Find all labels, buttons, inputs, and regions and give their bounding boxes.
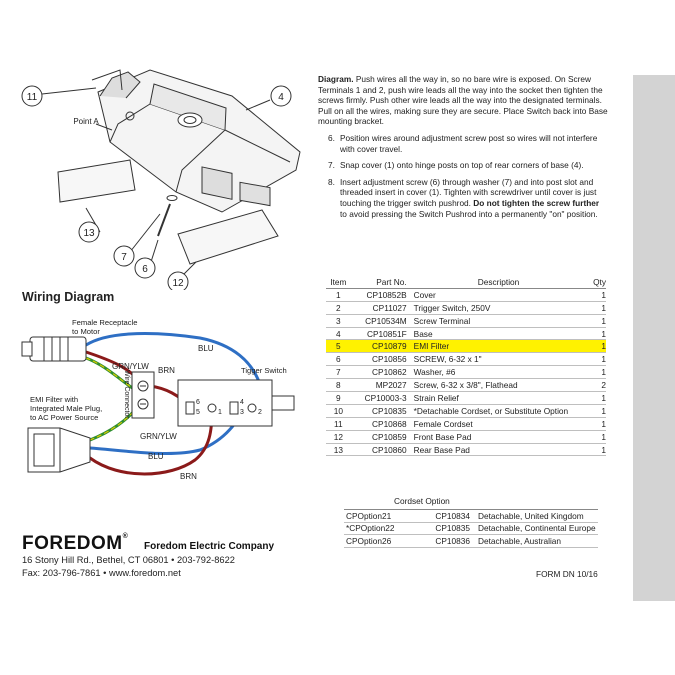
cordset-description: Detachable, Continental Europe xyxy=(478,523,596,534)
cordset-row xyxy=(344,522,598,535)
cordset-part: CP10836 xyxy=(410,535,476,548)
step-number: 7. xyxy=(328,160,335,171)
cell-qty: 1 xyxy=(583,417,606,430)
wire-label-grnylw-bottom: GRN/YLW xyxy=(140,432,177,441)
parts-table-row xyxy=(326,314,606,327)
cell-description: Strain Relief xyxy=(411,392,584,405)
company-address: 16 Stony Hill Rd., Bethel, CT 06801 • 203-792-8622 xyxy=(22,555,235,565)
cell-description: *Detachable Cordset, or Substitute Option xyxy=(411,404,584,417)
instruction-paragraph xyxy=(318,74,608,127)
parts-table-row xyxy=(326,327,606,340)
cell-qty: 1 xyxy=(583,392,606,405)
terminal-3: 3 xyxy=(240,409,244,416)
wire-label-grnylw-top: GRN/YLW xyxy=(112,362,149,371)
cell-description: Rear Base Pad xyxy=(411,443,584,456)
parts-table-row xyxy=(326,301,606,314)
terminal-2: 2 xyxy=(258,409,262,416)
parts-table-row-highlighted xyxy=(326,340,606,353)
cell-description: SCREW, 6-32 x 1" xyxy=(411,353,584,366)
cell-part-no: CP10835 xyxy=(351,404,411,417)
cell-part-no: CP10868 xyxy=(351,417,411,430)
wire-connector-label: Wire Connector xyxy=(123,370,130,419)
step-warning: Do not tighten the screw further xyxy=(473,197,600,208)
cordset-option: *CPOption22 xyxy=(344,522,410,535)
cordset-row xyxy=(344,510,598,523)
cell-item: 12 xyxy=(326,430,351,443)
cordset-row xyxy=(344,535,598,548)
cell-item: 11 xyxy=(326,417,351,430)
cell-qty: 2 xyxy=(583,379,606,392)
step-number: 8. xyxy=(328,176,335,187)
cell-part-no: CP10859 xyxy=(351,430,411,443)
step-text-tail: to avoid pressing the Switch Pushrod into a permanently "on" position. xyxy=(340,208,598,219)
cell-item: 10 xyxy=(326,404,351,417)
logo-text: FOREDOM xyxy=(22,533,123,554)
wire-label-blu-bottom: BLU xyxy=(148,452,164,461)
cell-qty: 1 xyxy=(583,314,606,327)
instruction-lead: Diagram. xyxy=(318,74,354,84)
assembly-instructions xyxy=(318,74,608,219)
foredom-logo xyxy=(22,533,128,555)
cordset-table xyxy=(344,509,598,548)
cordset-title: Cordset Option xyxy=(394,496,450,506)
cell-qty: 1 xyxy=(583,443,606,456)
point-a-label: Point A xyxy=(73,117,99,126)
cell-item: 2 xyxy=(326,301,351,314)
cell-description: EMI Filter xyxy=(411,340,584,353)
cell-qty: 1 xyxy=(583,430,606,443)
cordset-part: CP10834 xyxy=(410,510,476,523)
parts-table-row xyxy=(326,392,606,405)
parts-table-row xyxy=(326,288,606,301)
cordset-description: Detachable, Australian xyxy=(476,535,598,548)
cell-item: 8 xyxy=(326,379,351,392)
form-number: FORM DN 10/16 xyxy=(536,569,598,579)
cordset-description: Detachable, United Kingdom xyxy=(476,510,598,523)
callout-7: 7 xyxy=(121,252,127,263)
cell-part-no: CP10860 xyxy=(351,443,411,456)
step-text: Position wires around adjustment screw post so wires will not interfere with cover travel. xyxy=(340,132,598,154)
step-text: Insert adjustment screw (6) through washer (7) and into post slot and threaded insert in cover (1). Tighten with screwdriver until cover is just touching the trigger switch pushrod. xyxy=(340,176,597,208)
parts-table-row xyxy=(326,430,606,443)
wire-label-blu-top: BLU xyxy=(198,344,214,353)
cell-qty: 1 xyxy=(583,404,606,417)
cell-qty: 1 xyxy=(583,366,606,379)
wire-label-brn-top: BRN xyxy=(158,366,175,375)
terminal-4: 4 xyxy=(240,399,244,406)
cell-part-no: CP10856 xyxy=(351,353,411,366)
cell-part-no: CP10879 xyxy=(351,340,411,353)
parts-table-row xyxy=(326,366,606,379)
cell-item: 5 xyxy=(326,340,351,353)
cell-description: Washer, #6 xyxy=(411,366,584,379)
cell-item: 4 xyxy=(326,327,351,340)
parts-table-header xyxy=(326,276,606,288)
cordset-option: CPOption21 xyxy=(344,510,410,523)
registered-mark: ® xyxy=(122,533,129,540)
cell-description: Trigger Switch, 250V xyxy=(411,301,584,314)
cell-description: Screw, 6-32 x 3/8", Flathead xyxy=(411,379,584,392)
cell-qty: 1 xyxy=(583,327,606,340)
callout-6: 6 xyxy=(142,264,148,275)
callout-13: 13 xyxy=(83,228,95,239)
cell-description: Front Base Pad xyxy=(411,430,584,443)
callout-4: 4 xyxy=(278,92,284,103)
terminal-6: 6 xyxy=(196,399,200,406)
parts-table-row xyxy=(326,443,606,456)
cell-description: Screw Terminal xyxy=(411,314,584,327)
header-item: Item xyxy=(326,276,351,288)
header-qty: Qty xyxy=(583,276,606,288)
cell-part-no: CP10862 xyxy=(351,366,411,379)
step-text: Snap cover (1) onto hinge posts on top of rear corners of base (4). xyxy=(340,160,584,171)
cell-item: 7 xyxy=(326,366,351,379)
cell-qty: 1 xyxy=(583,353,606,366)
parts-table-row xyxy=(326,353,606,366)
cell-description: Female Cordset xyxy=(411,417,584,430)
cell-item: 6 xyxy=(326,353,351,366)
cell-part-no: MP2027 xyxy=(351,379,411,392)
header-description: Description xyxy=(411,276,584,288)
cell-item: 9 xyxy=(326,392,351,405)
parts-table-row xyxy=(326,379,606,392)
cell-description: Base xyxy=(411,327,584,340)
header-part-no: Part No. xyxy=(351,276,411,288)
parts-table-row xyxy=(326,417,606,430)
emi-filter-label: EMI Filter with Integrated Male Plug, to AC Power Source xyxy=(30,395,103,422)
cell-item: 1 xyxy=(326,288,351,301)
terminal-5: 5 xyxy=(196,409,200,416)
callout-11: 11 xyxy=(26,92,38,103)
trigger-switch-label: Tigger Switch xyxy=(241,366,287,375)
cordset-part: CP10835 xyxy=(410,522,476,535)
company-name: Foredom Electric Company xyxy=(144,541,275,552)
cell-qty: 1 xyxy=(583,301,606,314)
cell-part-no: CP10851F xyxy=(351,327,411,340)
instruction-text: Push wires all the way in, so no bare wire is exposed. On Screw Terminals 1 and 2, push wire leads all the way into the socket then tighten the screws firmly. Push other wire leads all the way into the designated terminals. Pull on all the wires, making sure they are secure. Place Switch back into Base mounting bracket. xyxy=(318,74,608,127)
cell-item: 13 xyxy=(326,443,351,456)
cell-part-no: CP10003-3 xyxy=(351,392,411,405)
cell-part-no: CP11027 xyxy=(351,301,411,314)
parts-table-row xyxy=(326,404,606,417)
cell-part-no: CP10852B xyxy=(351,288,411,301)
terminal-1: 1 xyxy=(218,409,222,416)
step-8 xyxy=(318,177,608,219)
wiring-diagram xyxy=(0,0,320,520)
cell-description: Cover xyxy=(411,288,584,301)
female-receptacle-label: Female Receptacle to Motor xyxy=(72,318,138,336)
wiring-diagram-title: Wiring Diagram xyxy=(22,290,115,304)
cell-part-no: CP10534M xyxy=(351,314,411,327)
step-7 xyxy=(318,160,608,171)
page-edge-strip xyxy=(633,75,675,601)
company-fax-web: Fax: 203-796-7861 • www.foredom.net xyxy=(22,568,181,578)
cell-qty: 1 xyxy=(583,340,606,353)
cell-item: 3 xyxy=(326,314,351,327)
parts-table xyxy=(326,276,606,456)
callout-12: 12 xyxy=(172,278,184,289)
cell-qty: 1 xyxy=(583,288,606,301)
cordset-option: CPOption26 xyxy=(344,535,410,548)
wire-label-brn-bottom: BRN xyxy=(180,472,197,481)
step-number: 6. xyxy=(328,132,335,143)
step-6 xyxy=(318,133,608,154)
